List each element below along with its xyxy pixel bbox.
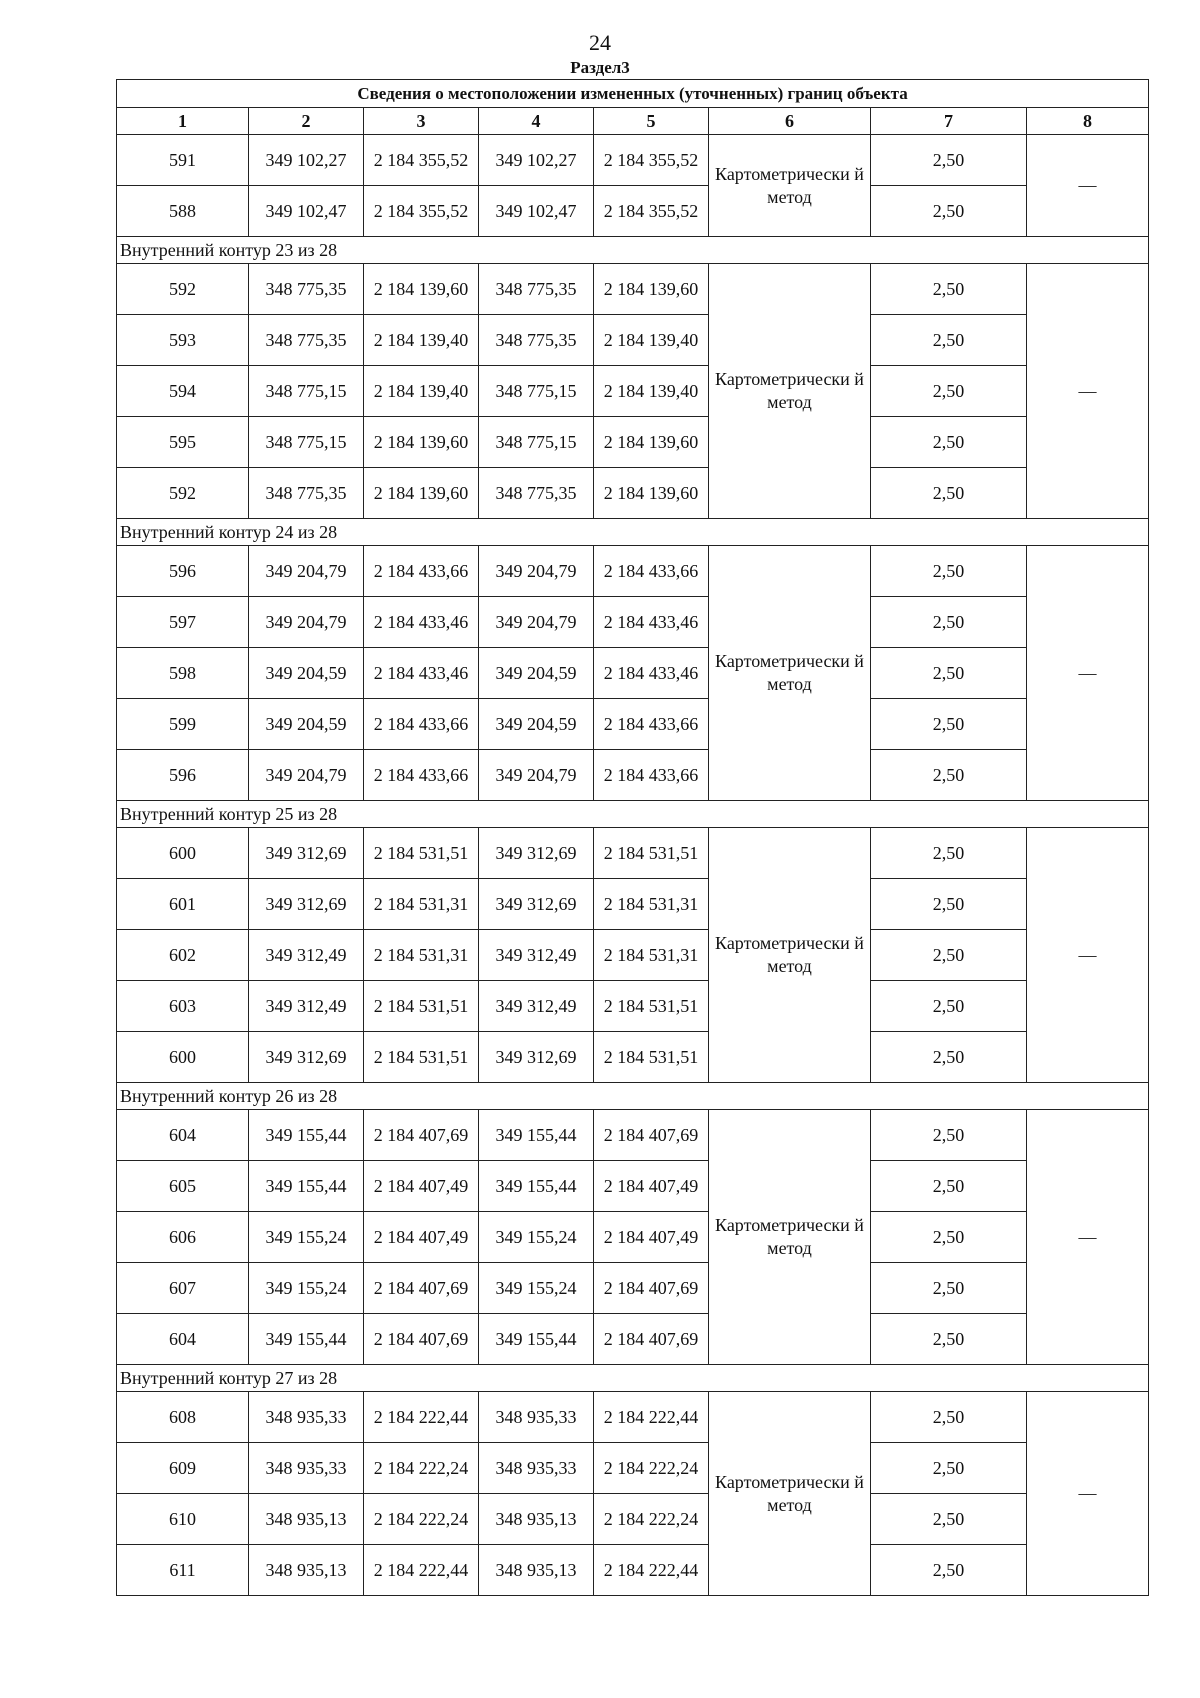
column-number: 7 [871,108,1027,135]
x-new-cell: 348 935,13 [479,1545,594,1596]
precision-cell: 2,50 [871,1032,1027,1083]
y-new-cell: 2 184 407,69 [594,1314,709,1365]
point-number-cell: 603 [117,981,249,1032]
table-row [117,879,1149,930]
table-row [117,468,1149,519]
precision-cell: 2,50 [871,981,1027,1032]
x-old-cell: 349 312,69 [249,1032,364,1083]
x-new-cell: 349 204,59 [479,648,594,699]
y-new-cell: 2 184 222,44 [594,1392,709,1443]
point-number-cell: 598 [117,648,249,699]
x-new-cell: 348 775,35 [479,468,594,519]
column-number: 1 [117,108,249,135]
point-number-cell: 591 [117,135,249,186]
precision-cell: 2,50 [871,366,1027,417]
table-row [117,1110,1149,1161]
method-cell: Картометрически й метод [709,135,871,237]
x-old-cell: 348 935,33 [249,1392,364,1443]
precision-cell: 2,50 [871,1110,1027,1161]
point-number-cell: 599 [117,699,249,750]
column-8-cell: — [1027,546,1149,801]
y-old-cell: 2 184 139,60 [364,264,479,315]
contour-row [117,237,1149,264]
column-number: 4 [479,108,594,135]
point-number-cell: 596 [117,750,249,801]
precision-cell: 2,50 [871,468,1027,519]
x-old-cell: 348 935,33 [249,1443,364,1494]
precision-cell: 2,50 [871,1494,1027,1545]
precision-cell: 2,50 [871,417,1027,468]
x-new-cell: 349 204,79 [479,546,594,597]
x-new-cell: 348 935,33 [479,1392,594,1443]
x-old-cell: 349 204,59 [249,648,364,699]
method-cell: Картометрически й метод [709,264,871,519]
y-new-cell: 2 184 433,46 [594,597,709,648]
point-number-cell: 605 [117,1161,249,1212]
point-number-cell: 611 [117,1545,249,1596]
column-8-cell: — [1027,828,1149,1083]
point-number-cell: 593 [117,315,249,366]
y-new-cell: 2 184 407,69 [594,1263,709,1314]
y-old-cell: 2 184 531,31 [364,930,479,981]
x-old-cell: 348 935,13 [249,1494,364,1545]
table-row [117,1392,1149,1443]
table-row [117,981,1149,1032]
contour-label: Внутренний контур 25 из 28 [117,801,1149,828]
point-number-cell: 592 [117,264,249,315]
contour-row [117,1083,1149,1110]
x-new-cell: 349 102,27 [479,135,594,186]
column-number-row [117,108,1149,135]
y-new-cell: 2 184 407,49 [594,1161,709,1212]
table-row [117,828,1149,879]
y-old-cell: 2 184 531,51 [364,1032,479,1083]
x-new-cell: 349 312,69 [479,879,594,930]
x-old-cell: 349 155,24 [249,1263,364,1314]
precision-cell: 2,50 [871,186,1027,237]
precision-cell: 2,50 [871,1161,1027,1212]
x-new-cell: 349 155,24 [479,1212,594,1263]
x-old-cell: 349 312,49 [249,981,364,1032]
contour-label: Внутренний контур 27 из 28 [117,1365,1149,1392]
y-old-cell: 2 184 531,31 [364,879,479,930]
point-number-cell: 607 [117,1263,249,1314]
x-new-cell: 349 204,79 [479,750,594,801]
table-row [117,546,1149,597]
table-row [117,315,1149,366]
table-row [117,750,1149,801]
x-old-cell: 348 775,15 [249,366,364,417]
table-row [117,1263,1149,1314]
precision-cell: 2,50 [871,1392,1027,1443]
precision-cell: 2,50 [871,930,1027,981]
x-old-cell: 348 775,15 [249,417,364,468]
x-old-cell: 348 775,35 [249,315,364,366]
table-row [117,366,1149,417]
x-new-cell: 349 155,24 [479,1263,594,1314]
y-new-cell: 2 184 139,60 [594,417,709,468]
column-8-cell: — [1027,1392,1149,1596]
y-old-cell: 2 184 222,44 [364,1392,479,1443]
method-cell: Картометрически й метод [709,828,871,1083]
column-number: 8 [1027,108,1149,135]
x-new-cell: 349 102,47 [479,186,594,237]
x-new-cell: 348 935,13 [479,1494,594,1545]
precision-cell: 2,50 [871,264,1027,315]
x-new-cell: 349 155,44 [479,1110,594,1161]
x-new-cell: 349 312,49 [479,930,594,981]
y-old-cell: 2 184 139,40 [364,315,479,366]
precision-cell: 2,50 [871,1263,1027,1314]
y-old-cell: 2 184 407,49 [364,1161,479,1212]
method-cell: Картометрически й метод [709,1392,871,1596]
table-row [117,417,1149,468]
point-number-cell: 588 [117,186,249,237]
x-old-cell: 349 312,49 [249,930,364,981]
precision-cell: 2,50 [871,828,1027,879]
y-new-cell: 2 184 433,66 [594,546,709,597]
contour-row [117,801,1149,828]
x-new-cell: 348 775,35 [479,264,594,315]
y-new-cell: 2 184 139,60 [594,264,709,315]
column-number: 2 [249,108,364,135]
point-number-cell: 595 [117,417,249,468]
y-new-cell: 2 184 139,40 [594,315,709,366]
y-old-cell: 2 184 222,44 [364,1545,479,1596]
y-old-cell: 2 184 531,51 [364,981,479,1032]
x-new-cell: 349 312,49 [479,981,594,1032]
page-number: 24 [589,30,611,55]
y-new-cell: 2 184 531,51 [594,1032,709,1083]
column-8-cell: — [1027,1110,1149,1365]
precision-cell: 2,50 [871,648,1027,699]
x-new-cell: 349 204,59 [479,699,594,750]
table-row [117,1443,1149,1494]
table-row [117,1212,1149,1263]
point-number-cell: 600 [117,1032,249,1083]
x-new-cell: 348 775,35 [479,315,594,366]
y-new-cell: 2 184 531,31 [594,879,709,930]
point-number-cell: 610 [117,1494,249,1545]
column-8-cell: — [1027,264,1149,519]
y-old-cell: 2 184 433,66 [364,699,479,750]
y-new-cell: 2 184 139,60 [594,468,709,519]
y-old-cell: 2 184 433,66 [364,546,479,597]
table-caption: Сведения о местоположении измененных (уточненных) границ объекта [117,80,1149,108]
table-row [117,1032,1149,1083]
table-row [117,930,1149,981]
y-new-cell: 2 184 531,51 [594,828,709,879]
y-old-cell: 2 184 433,66 [364,750,479,801]
y-new-cell: 2 184 222,24 [594,1443,709,1494]
y-new-cell: 2 184 355,52 [594,135,709,186]
boundary-table [116,79,1149,1596]
x-old-cell: 349 312,69 [249,828,364,879]
y-old-cell: 2 184 407,69 [364,1263,479,1314]
contour-row [117,519,1149,546]
contour-label: Внутренний контур 26 из 28 [117,1083,1149,1110]
point-number-cell: 602 [117,930,249,981]
x-old-cell: 349 155,44 [249,1161,364,1212]
point-number-cell: 594 [117,366,249,417]
y-new-cell: 2 184 407,69 [594,1110,709,1161]
y-old-cell: 2 184 139,60 [364,417,479,468]
x-old-cell: 349 204,59 [249,699,364,750]
y-old-cell: 2 184 355,52 [364,135,479,186]
column-number: 5 [594,108,709,135]
precision-cell: 2,50 [871,135,1027,186]
table-row [117,264,1149,315]
point-number-cell: 604 [117,1314,249,1365]
table-row [117,1314,1149,1365]
y-new-cell: 2 184 433,46 [594,648,709,699]
point-number-cell: 608 [117,1392,249,1443]
y-new-cell: 2 184 139,40 [594,366,709,417]
table-row [117,699,1149,750]
y-new-cell: 2 184 433,66 [594,699,709,750]
table-row [117,135,1149,186]
x-new-cell: 349 312,69 [479,828,594,879]
y-old-cell: 2 184 139,40 [364,366,479,417]
y-old-cell: 2 184 433,46 [364,597,479,648]
precision-cell: 2,50 [871,546,1027,597]
table-row [117,1161,1149,1212]
y-new-cell: 2 184 531,31 [594,930,709,981]
precision-cell: 2,50 [871,750,1027,801]
method-cell: Картометрически й метод [709,1110,871,1365]
y-new-cell: 2 184 407,49 [594,1212,709,1263]
precision-cell: 2,50 [871,597,1027,648]
precision-cell: 2,50 [871,1314,1027,1365]
y-new-cell: 2 184 433,66 [594,750,709,801]
point-number-cell: 600 [117,828,249,879]
x-old-cell: 349 155,44 [249,1110,364,1161]
column-number: 3 [364,108,479,135]
point-number-cell: 601 [117,879,249,930]
y-old-cell: 2 184 355,52 [364,186,479,237]
point-number-cell: 606 [117,1212,249,1263]
x-new-cell: 349 312,69 [479,1032,594,1083]
table-row [117,597,1149,648]
contour-label: Внутренний контур 23 из 28 [117,237,1149,264]
point-number-cell: 596 [117,546,249,597]
table-row [117,186,1149,237]
x-old-cell: 349 155,24 [249,1212,364,1263]
y-old-cell: 2 184 407,69 [364,1110,479,1161]
y-new-cell: 2 184 355,52 [594,186,709,237]
precision-cell: 2,50 [871,699,1027,750]
x-new-cell: 349 204,79 [479,597,594,648]
precision-cell: 2,50 [871,315,1027,366]
table-row [117,1545,1149,1596]
x-old-cell: 349 102,27 [249,135,364,186]
x-new-cell: 348 935,33 [479,1443,594,1494]
x-old-cell: 349 155,44 [249,1314,364,1365]
y-new-cell: 2 184 222,44 [594,1545,709,1596]
point-number-cell: 592 [117,468,249,519]
y-old-cell: 2 184 222,24 [364,1443,479,1494]
method-cell: Картометрически й метод [709,546,871,801]
precision-cell: 2,50 [871,1212,1027,1263]
x-new-cell: 349 155,44 [479,1314,594,1365]
y-old-cell: 2 184 531,51 [364,828,479,879]
point-number-cell: 609 [117,1443,249,1494]
x-old-cell: 348 775,35 [249,468,364,519]
x-old-cell: 348 935,13 [249,1545,364,1596]
y-old-cell: 2 184 139,60 [364,468,479,519]
column-8-cell: — [1027,135,1149,237]
point-number-cell: 604 [117,1110,249,1161]
y-new-cell: 2 184 531,51 [594,981,709,1032]
x-new-cell: 349 155,44 [479,1161,594,1212]
column-number: 6 [709,108,871,135]
x-old-cell: 348 775,35 [249,264,364,315]
x-old-cell: 349 102,47 [249,186,364,237]
y-old-cell: 2 184 433,46 [364,648,479,699]
y-old-cell: 2 184 407,49 [364,1212,479,1263]
y-new-cell: 2 184 222,24 [594,1494,709,1545]
table-row [117,1494,1149,1545]
table-body [117,135,1149,1596]
table-row [117,648,1149,699]
x-old-cell: 349 204,79 [249,750,364,801]
y-old-cell: 2 184 222,24 [364,1494,479,1545]
y-old-cell: 2 184 407,69 [364,1314,479,1365]
contour-row [117,1365,1149,1392]
section-title: Раздел3 [570,58,630,77]
point-number-cell: 597 [117,597,249,648]
x-old-cell: 349 204,79 [249,597,364,648]
x-old-cell: 349 204,79 [249,546,364,597]
x-old-cell: 349 312,69 [249,879,364,930]
precision-cell: 2,50 [871,1443,1027,1494]
precision-cell: 2,50 [871,1545,1027,1596]
x-new-cell: 348 775,15 [479,417,594,468]
x-new-cell: 348 775,15 [479,366,594,417]
precision-cell: 2,50 [871,879,1027,930]
contour-label: Внутренний контур 24 из 28 [117,519,1149,546]
